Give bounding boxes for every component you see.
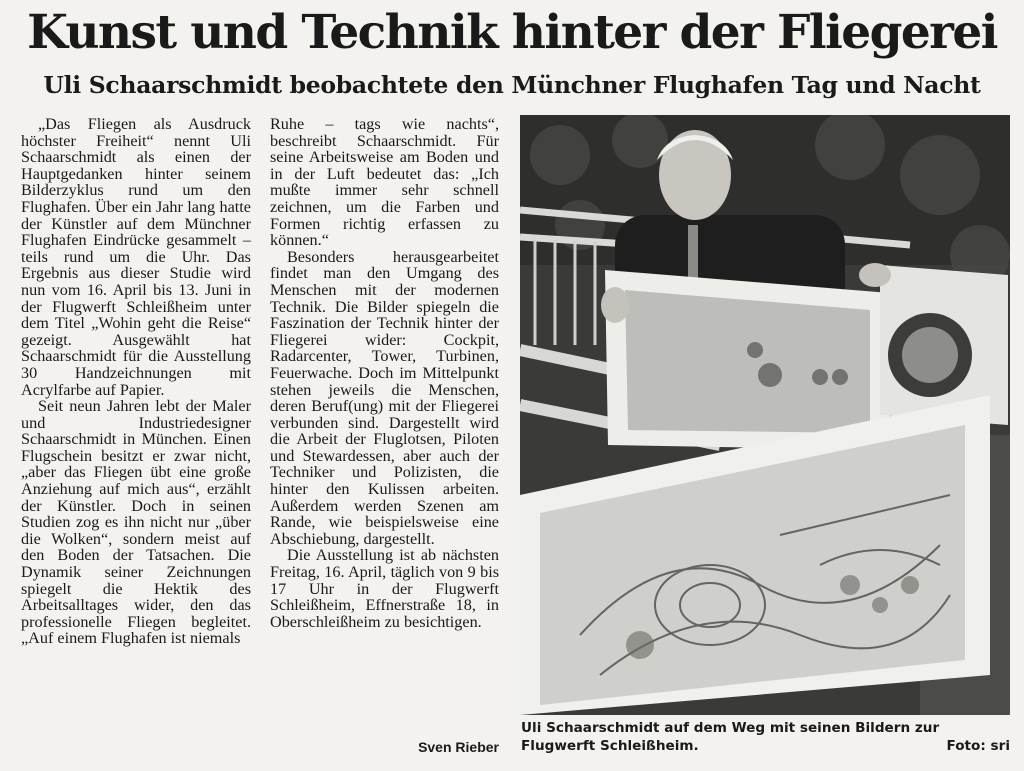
headline: Kunst und Technik hinter der Fliegerei: [27, 5, 997, 60]
author-byline: Sven Rieber: [418, 739, 499, 755]
paragraph: Seit neun Jahren lebt der Maler und Industriedesigner Schaarschmidt in München. Einen Flugschein besitzt er zwar nicht, „aber das Fliegen übt eine große Anziehung auf mich aus“, erzählt der Künstler. Doch in seinen Studien zog es ihn nicht nur „über die Wolken“, sondern meist auf den Boden der Tatsachen. Die Dynamik seiner Zeichnungen spiegelt die Hektik des Arbeitsalltages wider, den das professionelle Fliegen begleitet. „Auf einem Flughafen ist niemals: [21, 397, 251, 648]
paragraph: „Das Fliegen als Ausdruck höchster Freiheit“ nennt Uli Schaarschmidt als einen der Hauptgedanken hinter seinem Bilderzyklus rund um den Flughafen. Über ein Jahr lang hatte der Künstler auf dem Münchner Flughafen Eindrücke gesammelt – teils rund um die Uhr. Das Ergebnis aus dieser Studie wird nun vom 16. April bis 13. Juni in der Flugwerft Schleißheim unter dem Titel „Wohin geht die Reise“ gezeigt. Ausgewählt hat Schaarschmidt für die Ausstellung 30 Handzeichnungen mit Acrylfarbe auf Papier.: [21, 115, 251, 399]
subheadline: Uli Schaarschmidt beobachtete den Münchner Flughafen Tag und Nacht: [43, 71, 981, 99]
article-column-1: [21, 116, 251, 647]
paragraph: Die Ausstellung ist ab nächsten Freitag, 16. April, täglich von 9 bis 17 Uhr in der Flugwerft Schleißheim, Effnerstraße 18, in Oberschleißheim zu besichtigen.: [270, 546, 499, 631]
photo-illustration: [520, 115, 1010, 715]
photo-credit: Foto: sri: [946, 738, 1010, 754]
article-column-2: [270, 116, 499, 630]
paragraph: Ruhe – tags wie nachts“, beschreibt Schaarschmidt. Für seine Arbeitsweise am Boden und in der Luft bedeutet das: „Ich mußte immer sehr schnell zeichnen, um die Farben und Formen richtig erfassen zu können.“: [270, 115, 499, 250]
photo-caption: [521, 719, 1010, 755]
caption-text: Uli Schaarschmidt auf dem Weg mit seinen Bildern zur Flugwerft Schleißheim.: [521, 720, 940, 754]
painting-frame: [605, 270, 890, 450]
article-photo: [520, 115, 1010, 715]
paragraph: Besonders herausgearbeitet findet man den Umgang des Menschen mit der modernen Technik. Die Bilder spiegeln die Faszination der Technik hinter der Fliegerei wider: Cockpit, Radarcenter, Tower, Turbinen, Feuerwache. Doch im Mittelpunkt stehen jeweils die Menschen, deren Beruf(ung) mit der Fliegerei verbunden sind. Dargestellt wird die Arbeit der Fluglotsen, Piloten und Stewardessen, aber auch der Techniker und Polizisten, die hinter den Kulissen arbeiten. Außerdem werden Szenen am Rande, wie beispielsweise eine Abschiebung, dargestellt.: [270, 247, 499, 548]
